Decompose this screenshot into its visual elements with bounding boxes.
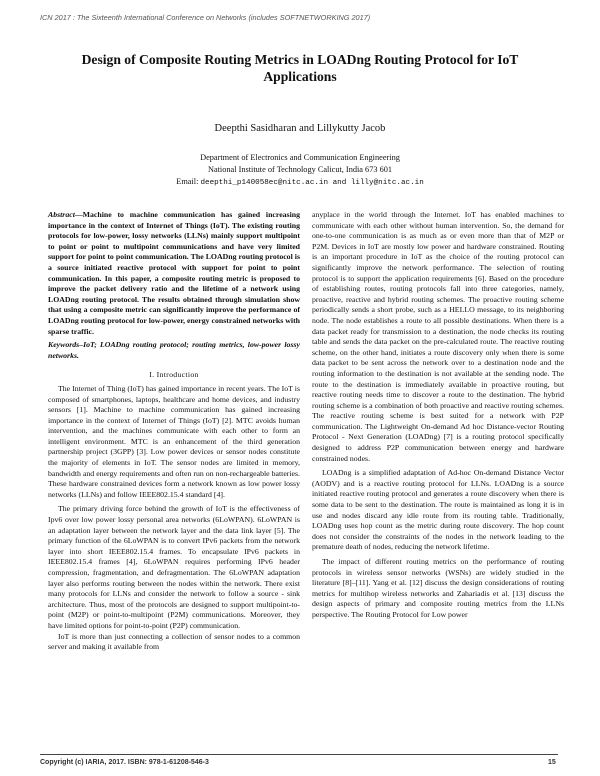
running-head: ICN 2017 : The Sixteenth International Conference on Networks (includes SOFTNETWORKING 2017) — [40, 13, 371, 22]
right-column — [312, 210, 564, 621]
email-addresses: deepthi_p140058ec@nitc.ac.in and lilly@nitc.ac.in — [200, 179, 424, 187]
section-heading: I. Introduction — [149, 370, 199, 380]
page-number: 15 — [548, 759, 556, 766]
paragraph: IoT is more than just connecting a collection of sensor nodes to a common server and making it available from — [48, 631, 300, 652]
authors: Deepthi Sasidharan and Lillykutty Jacob — [214, 123, 386, 134]
keywords: Keywords–IoT; LOADng routing protocol; routing metrics, low-power lossy networks. — [48, 340, 300, 360]
paragraph: LOADng is a simplified adaptation of Ad-hoc On-demand Distance Vector (AODV) and is a reactive routing protocol for LLNs. LOADng is a source initiated reactive routing protocol and generates a route discovery when there is some data to be sent to the destination. The route is maintained as long it is in use and nodes discard any idle route from its routing table. Traditionally, LOADng uses hop count as the metric during route discovery. The hop count does not consider the constraints of the nodes in the network leading to the premature death of nodes, reducing the network lifetime. — [312, 468, 564, 552]
affiliation-block — [0, 152, 600, 189]
footer-copyright: Copyright (c) IARIA, 2017. ISBN: 978-1-61208-546-3 — [40, 759, 209, 766]
footer-divider — [40, 754, 558, 755]
email-line — [0, 176, 600, 189]
paragraph: anyplace in the world through the Internet. IoT has enabled machines to communicate with each other without human intervention. So, the demand for one-to-one communication is as much as or even more than that of M2P or P2M. Devices in IoT are mostly low power and hardware constrained. Routing is an important procedure in IoT as the choice of the routing protocol can significantly improve the network performance. The selection of routing protocol is to support the application requirements [6]. Based on the procedure of establishing routes, routing protocols fall into three categories, namely, proactive, reactive and hybrid routing schemes. The proactive routing scheme periodically sends a short probe, such as a HELLO message, to its neighboring node. The node establishes a route to all possible destinations. When there is a data packet ready for transmission to a destination, the node checks its routing table and sends the data packet on the pre-calculated route. The reactive routing scheme, on the other hand, initiates a route discovery only when there is some data packet to be sent across the network over to a destination node and the routing information to the destination is not available at the sending node. The route to the destination is immediately available in proactive routing, but reactive routing needs time to discover a route to the destination. The hybrid routing scheme is a combination of both proactive and reactive routing schemes. The reactive routing scheme is best suited for a network with P2P communication. The Lightweight On-demand Ad hoc Distance-vector Routing Protocol - Next Generation (LOADng) [7] is a routing protocol specifically designed to address P2P communication between energy and hardware constrained nodes. — [312, 210, 564, 463]
institute: National Institute of Technology Calicut, India 673 601 — [207, 165, 393, 174]
paper-title: Design of Composite Routing Metrics in LOADng Routing Protocol for IoT Applications — [81, 52, 519, 84]
paragraph: The impact of different routing metrics on the performance of routing protocols in wireless sensor networks (WSNs) are widely studied in the literature [8]–[11]. Yang et al. [12] discuss the design considerations of routing metrics for multihop wireless networks and Zahariadis et al. [13] discuss the design aspects of primary and composite routing metrics from the LLNs perspective. The Routing Protocol for Low power — [312, 557, 564, 619]
paragraph: The primary driving force behind the growth of IoT is the effectiveness of Ipv6 over low power lossy personal area networks (6LoWPAN). 6LoWPAN is an adaptation layer between the network layer and the data link layer [5]. The primary function of the 6LoWPAN is to convert IPv6 packets from the network layer into short IEEE802.15.4 frames. To encapsulate IPv6 packets in IEEE802.15.4 frames [4], 6LoWPAN requires performing IPv6 header compression, fragmentation, and defragmentation. The 6LoWPAN adaptation layer also performs routing between the nodes within the network. There exist many protocols for LLNs and consider the network to follow a source - sink architecture. Thus, most of the protocols are designed to support multipoint-to-point (M2P) or point-to-multipoint (P2M) communications. Moreover, they have limited options for point-to-point (P2P) communication. — [48, 504, 300, 630]
abstract-text: —Machine to machine communication has gained increasing importance in the context of Internet of Things (IoT). The existing routing protocols for low-power, lossy networks (LLNs) mainly support multipoint to point or point to multipoint communications and have very limited support for point to point communication. The LOADng routing protocol is a source initiated reactive protocol with support for point to point communication. In this paper, a composite routing metric is proposed to improve the packet delivery ratio and the lifetime of a network using LOADng routing protocol. The results obtained through simulation show that using a composite metric can significantly improve the performance of LOADng routing protocol for low-power, energy constrained networks with sparse traffic. — [48, 210, 300, 336]
department: Department of Electronics and Communication Engineering — [200, 153, 400, 162]
abstract — [48, 210, 300, 337]
abstract-heading: Abstract — [48, 210, 75, 219]
email-label: Email: — [176, 177, 201, 186]
left-column — [48, 210, 300, 653]
paragraph: The Internet of Thing (IoT) has gained importance in recent years. The IoT is composed of smartphones, laptops, healthcare and home devices, and industry sensors [1]. Machine to machine communication has gained increasing importance in the context of Internet of Things (IoT) [2]. MTC avoids human intervention, and the machines communicate with each other to form an intelligent environment. MTC is an enhancement of the third generation partnership project (3GPP) [3]. Low power devices or sensor nodes constitute the majority of elements in IoT. The sensor nodes are limited in memory, bandwidth and energy requirements and often run on non-rechargeable batteries. These hardware constrained devices form a network known as low power lossy networks (LLNs) and follow IEEE802.15.4 standard [4]. — [48, 383, 300, 499]
